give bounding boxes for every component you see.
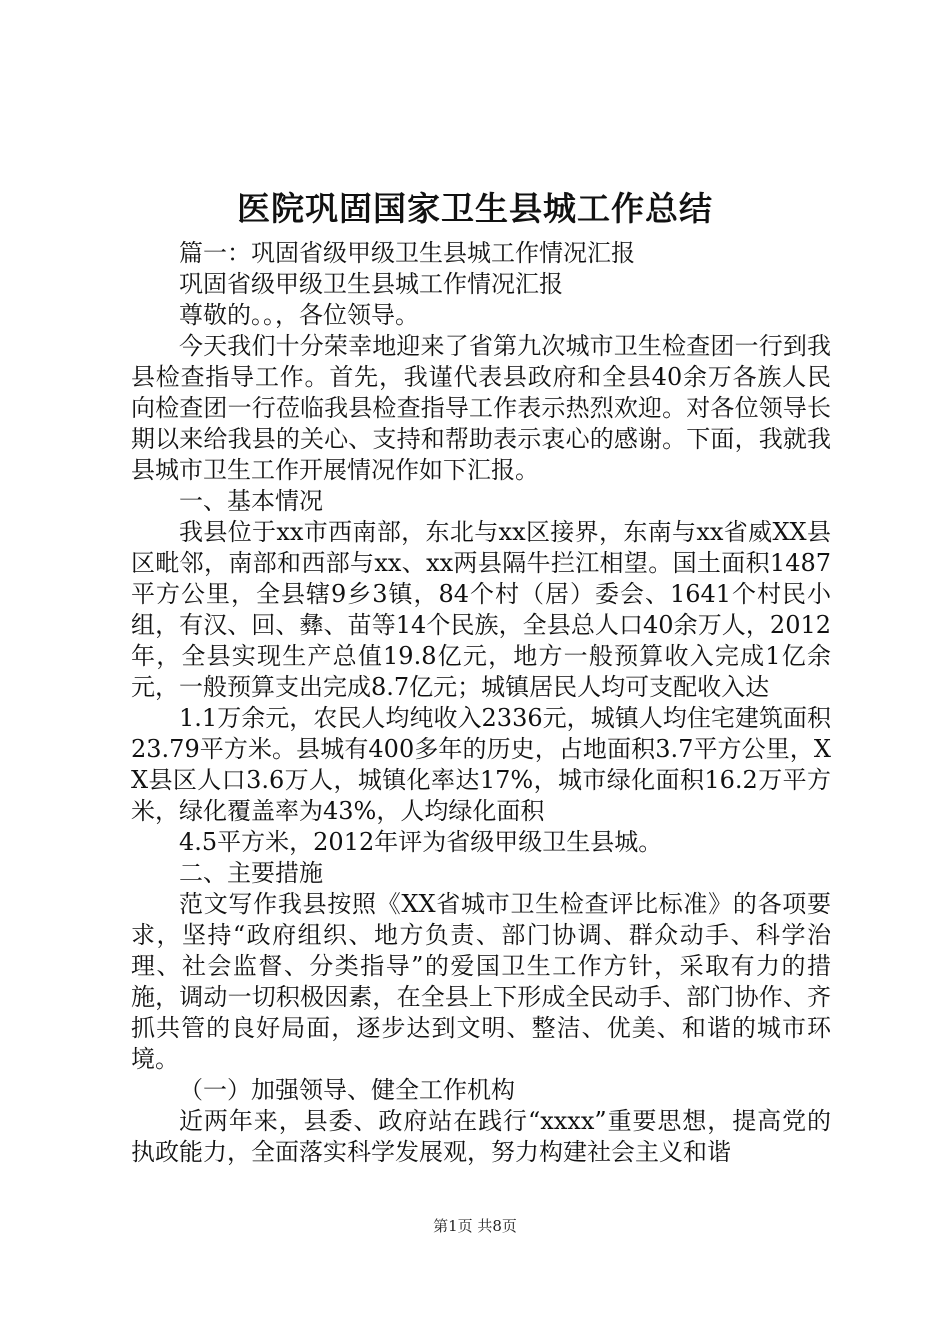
paragraph-income-stats: 1.1万余元，农民人均纯收入2336元，城镇人均住宅建筑面积23.79平方米。县城有400多年的历史，占地面积3.7平方公里，XX县区人口3.6万人，城镇化率达17%，城市绿化面积16.2万平方米，绿化覆盖率为43%，人均绿化面积 (131, 704, 831, 825)
paragraph-report-title: 巩固省级甲级卫生县城工作情况汇报 (179, 270, 563, 298)
document-title: 医院巩固国家卫生县城工作总结 (237, 189, 713, 228)
paragraph-subheading-leadership: （一）加强领导、健全工作机构 (179, 1076, 515, 1104)
paragraph-county-overview: 我县位于xx市西南部，东北与xx区接界，东南与xx省威XX县区毗邻，南部和西部与xx、xx两县隔牛拦江相望。国土面积1487平方公里，全县辖9乡3镇，84个村（居）委会、1641个村民小组，有汉、回、彝、苗等14个民族，全县总人口40余万人，2012年，全县实现生产总值19.8亿元，地方一般预算收入完成1亿余元，一般预算支出完成8.7亿元；城镇居民人均可支配收入达 (131, 518, 831, 701)
paragraph-heading-measures: 二、主要措施 (179, 859, 323, 887)
paragraph-recent-years: 近两年来，县委、政府站在践行“xxxx”重要思想，提高党的执政能力，全面落实科学发展观，努力构建社会主义和谐 (131, 1107, 831, 1166)
paragraph-salutation: 尊敬的。。，各位领导。 (179, 301, 419, 329)
document-body (131, 238, 831, 1168)
paragraph-welcome: 今天我们十分荣幸地迎来了省第九次城市卫生检查团一行到我县检查指导工作。首先，我谨代表县政府和全县40余万各族人民向检查团一行莅临我县检查指导工作表示热烈欢迎。对各位领导长期以来给我县的关心、支持和帮助表示衷心的感谢。下面，我就我县城市卫生工作开展情况作如下汇报。 (131, 332, 831, 484)
paragraph-green-area: 4.5平方米，2012年评为省级甲级卫生县城。 (179, 828, 663, 856)
paragraph-section-heading: 篇一：巩固省级甲级卫生县城工作情况汇报 (179, 239, 635, 267)
paragraph-heading-basic-info: 一、基本情况 (179, 487, 323, 515)
paragraph-standards: 范文写作我县按照《XX省城市卫生检查评比标准》的各项要求，坚持“政府组织、地方负责、部门协调、群众动手、科学治理、社会监督、分类指导”的爱国卫生工作方针，采取有力的措施，调动一切积极因素，在全县上下形成全民动手、部门协作、齐抓共管的良好局面，逐步达到文明、整洁、优美、和谐的城市环境。 (131, 890, 831, 1073)
page-number-footer: 第1页 共8页 (433, 1217, 517, 1235)
